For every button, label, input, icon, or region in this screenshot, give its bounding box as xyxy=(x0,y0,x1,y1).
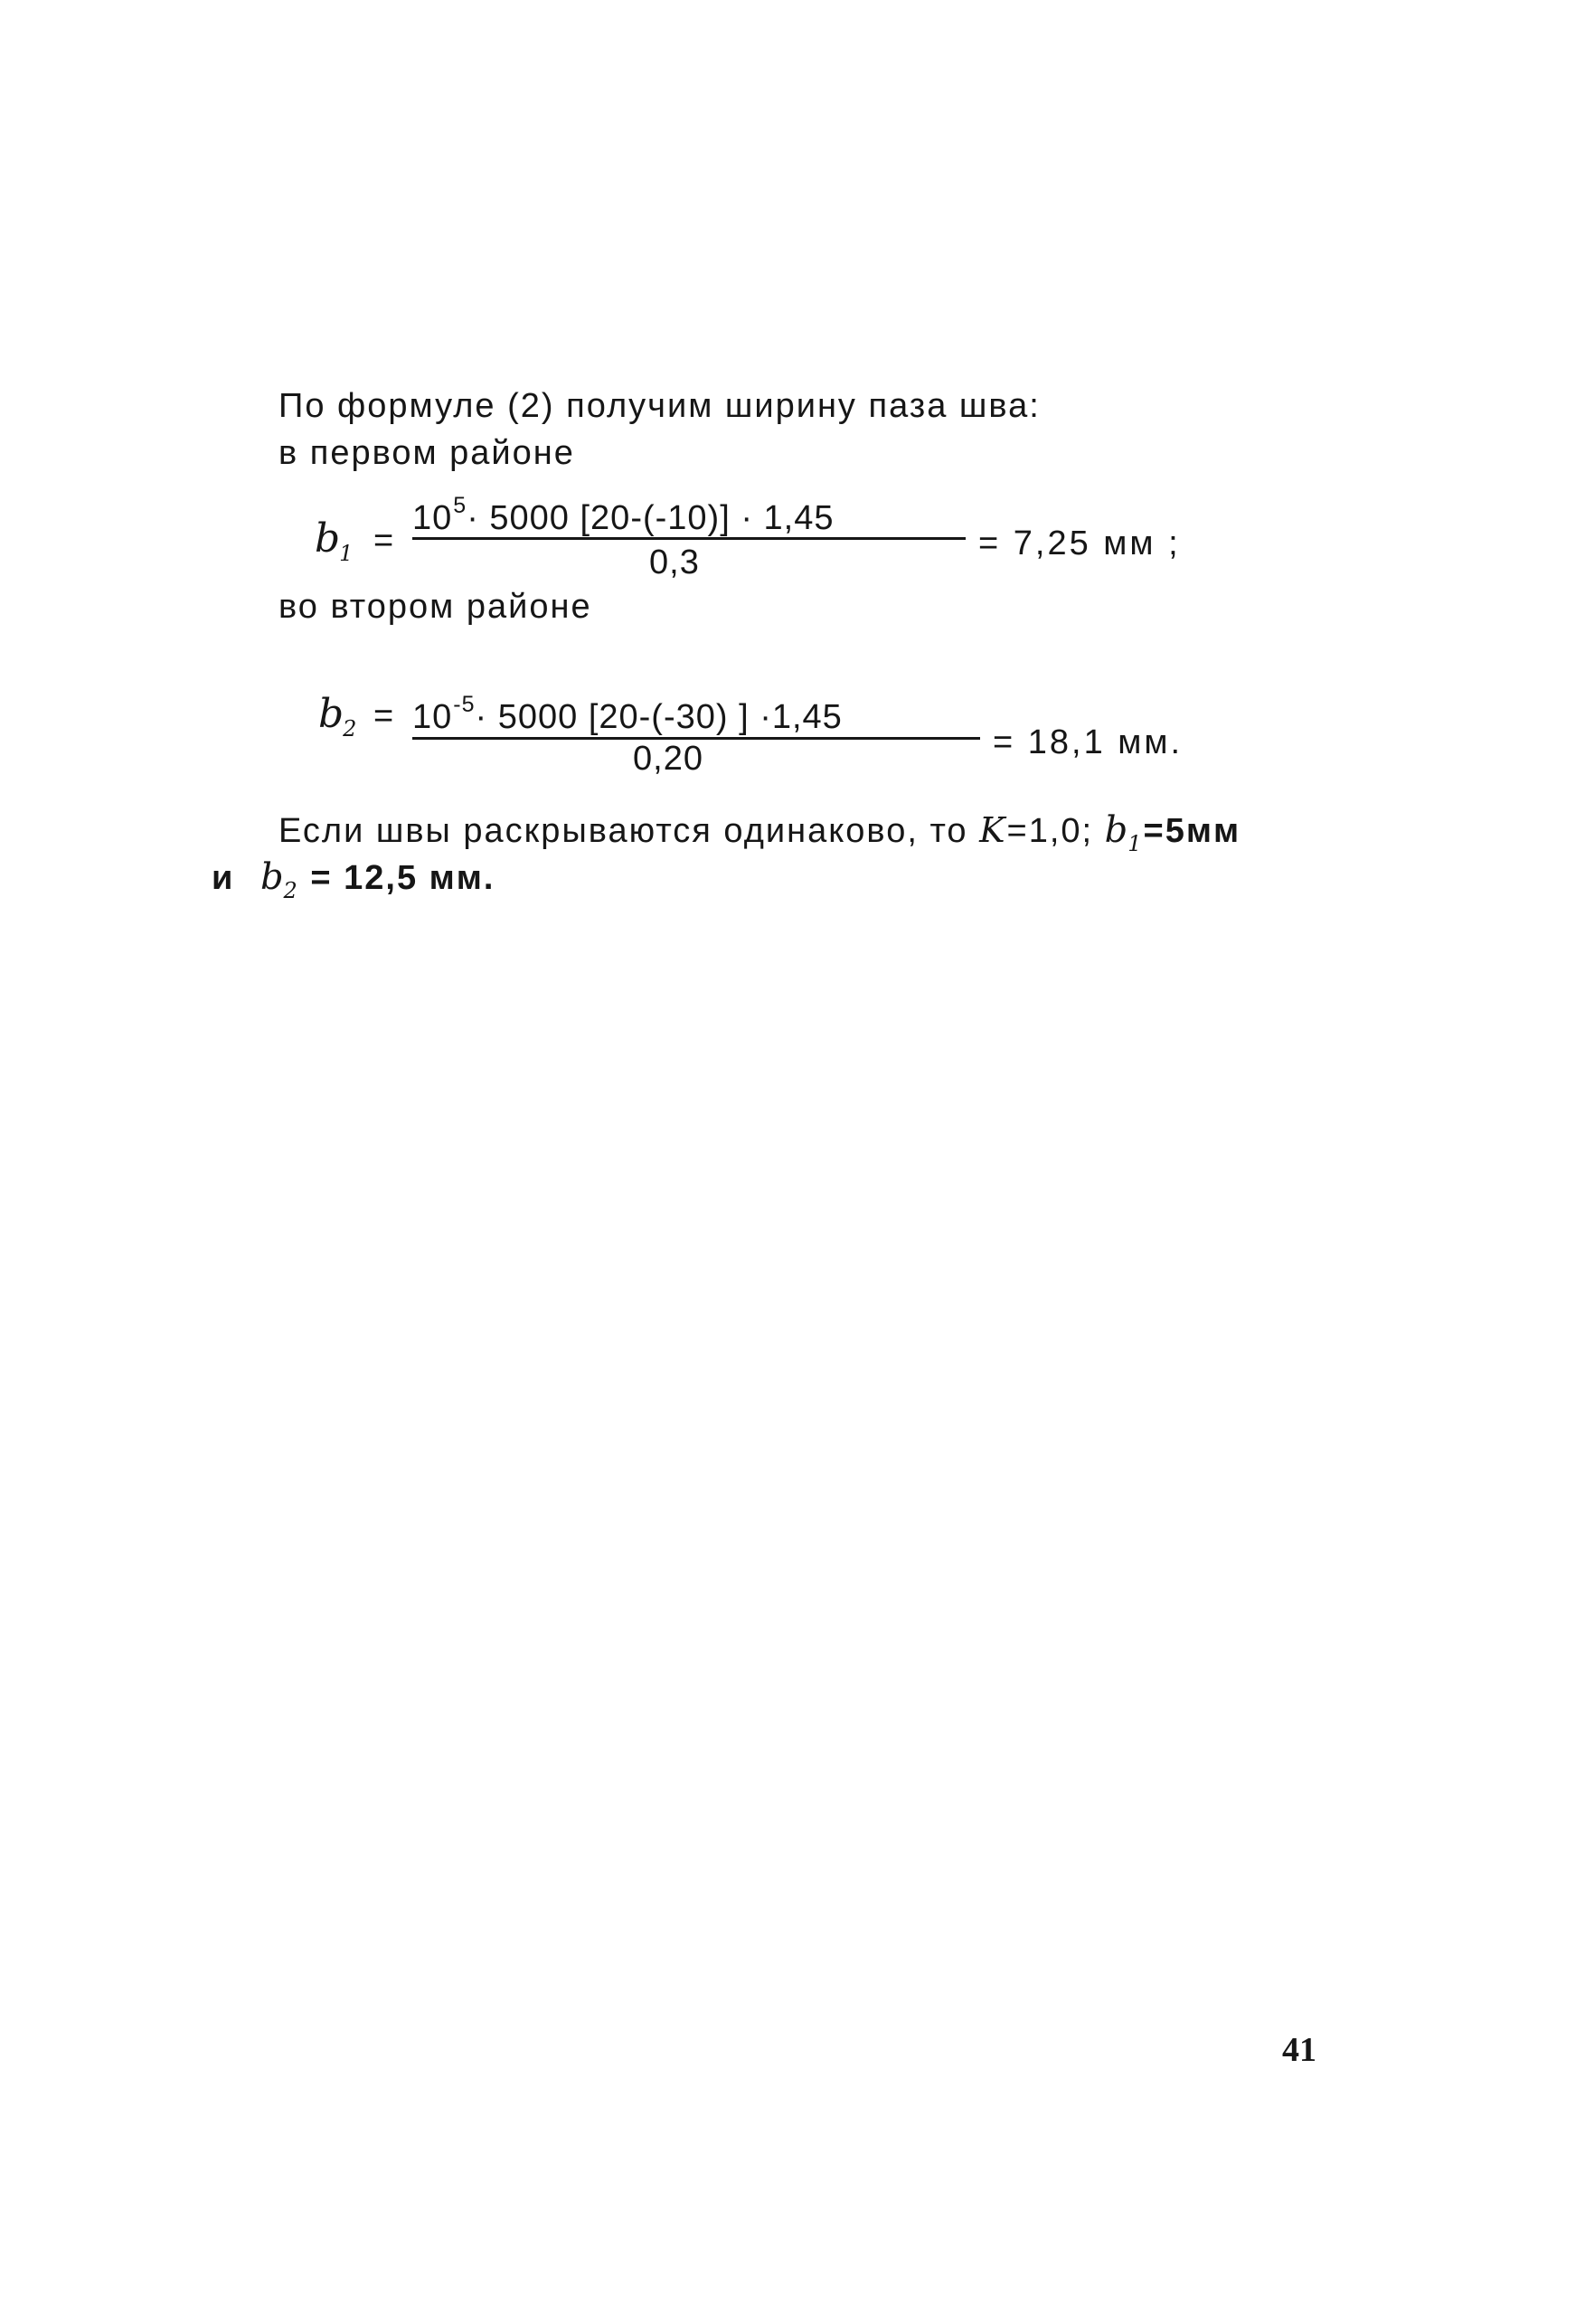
formula-1-numerator xyxy=(412,493,835,537)
formula-2-result: = 18,1 мм. xyxy=(993,723,1184,761)
formula-2-variable: b xyxy=(318,691,345,737)
formula-1-variable: b xyxy=(315,515,342,562)
formula-1-num-base: 10 xyxy=(412,499,453,537)
formula-2-subscript: 2 xyxy=(343,716,358,742)
formula-2-lhs xyxy=(318,691,395,742)
conclusion-line-2 xyxy=(212,856,495,903)
formula-1-num-rest: · 5000 [20-(-10)] · 1,45 xyxy=(467,499,835,537)
conclusion-k-variable: K xyxy=(979,810,1007,850)
formula-2-equals: = xyxy=(373,697,395,735)
conclusion-and: и xyxy=(212,859,235,897)
formula-1-result: = 7,25 мм ; xyxy=(978,524,1181,562)
conclusion-b1-variable: b xyxy=(1104,809,1130,851)
intro-line-1: По формуле (2) получим ширину паза шва: xyxy=(278,387,1041,425)
formula-1-denominator: 0,3 xyxy=(649,543,700,581)
formula-2-denominator: 0,20 xyxy=(633,740,703,778)
formula-2-num-base: 10 xyxy=(412,698,453,736)
formula-1-fraction-bar xyxy=(412,537,966,540)
conclusion-b2-variable: b xyxy=(259,856,286,898)
formula-1-num-exponent: 5 xyxy=(453,493,467,518)
conclusion-b2-value: = 12,5 мм. xyxy=(310,859,495,897)
page-number: 41 xyxy=(1282,2031,1316,2069)
formula-1-subscript: 1 xyxy=(339,541,354,566)
conclusion-line-1 xyxy=(278,809,1241,856)
conclusion-text: Если швы раскрываются одинаково, то xyxy=(278,812,968,850)
conclusion-b1-subscript: 1 xyxy=(1127,831,1144,856)
formula-2-num-rest: · 5000 [20-(-30) ] ·1,45 xyxy=(475,698,843,736)
conclusion-k-value: =1,0; xyxy=(1006,812,1094,850)
formula-2-num-exponent: -5 xyxy=(453,692,476,717)
intro-line-2: в первом районе xyxy=(278,434,575,472)
conclusion-b2-subscript: 2 xyxy=(283,878,299,903)
middle-line: во втором районе xyxy=(278,588,592,626)
formula-1-equals: = xyxy=(373,522,395,560)
conclusion-b1-value: =5мм xyxy=(1143,812,1241,850)
formula-1-lhs xyxy=(315,515,395,566)
formula-2-numerator xyxy=(412,692,843,736)
